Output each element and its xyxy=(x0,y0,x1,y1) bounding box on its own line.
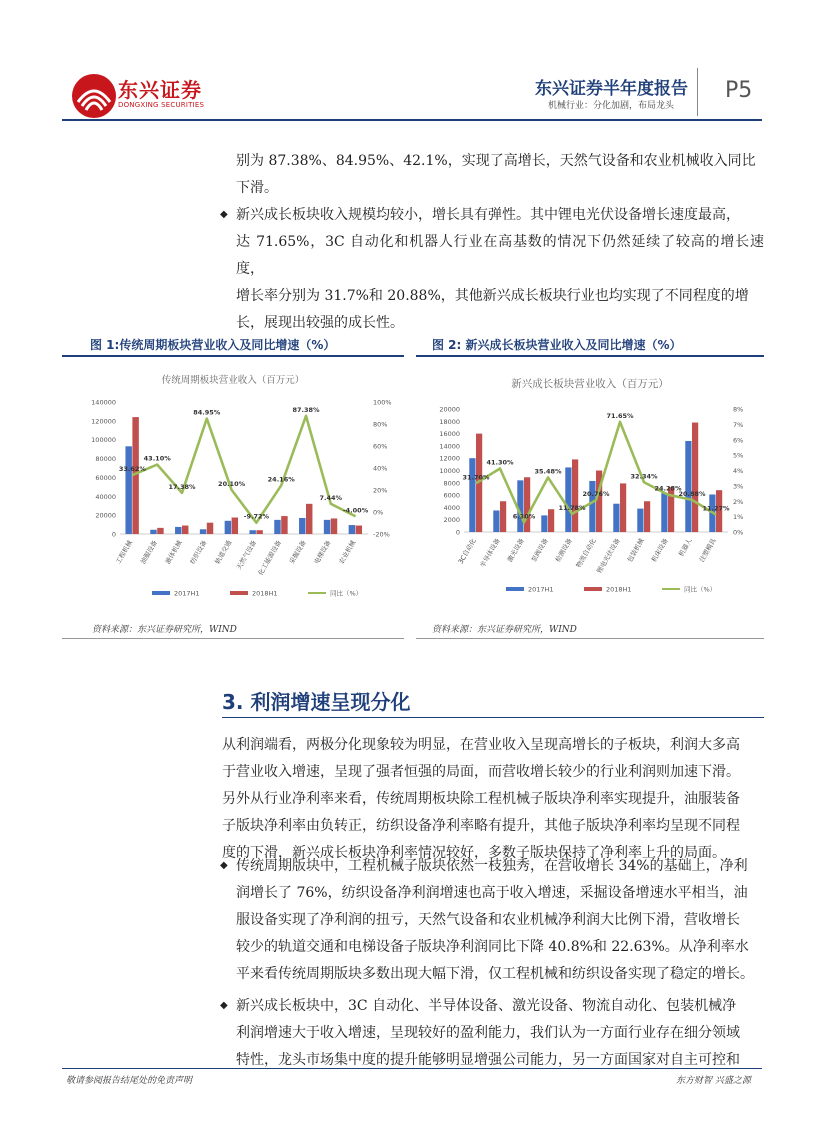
text-line: 利润增速大于收入增速，呈现较好的盈利能力，我们认为一方面行业存在细分领域 xyxy=(236,1025,740,1041)
x-tick-label: 3C自动化 xyxy=(456,537,478,566)
continued-paragraph xyxy=(236,148,764,202)
text-line: 从利润端看，两极分化现象较为明显，在营业收入呈现高增长的子板块，利润大多高 xyxy=(222,737,740,753)
data-label: 87.38% xyxy=(292,405,320,414)
legend-label: 同比（%） xyxy=(684,585,717,594)
y-tick-label: 100000 xyxy=(91,436,116,445)
header-divider xyxy=(697,68,698,116)
bar-2017H1-2 xyxy=(150,530,156,534)
bar-2018H1-7 xyxy=(281,516,287,534)
y-tick-label: 12000 xyxy=(439,454,460,463)
y-tick-label: 4000 xyxy=(443,503,460,512)
y2-tick-label: 0% xyxy=(373,508,384,517)
data-label: 20.88% xyxy=(678,489,706,498)
text-line: 平来看传统周期版块多数出现大幅下滑，仅工程机械和纺织设备实现了稳定的增长。 xyxy=(236,966,754,982)
x-tick-label: 天然气设备 xyxy=(234,539,259,572)
text-line: 润增长了 76%，纺织设备净利润增速也高于收入增速，采掘设备增速水平相当，油 xyxy=(236,885,748,901)
data-label: 20.76% xyxy=(582,490,610,499)
bullet-paragraph-emerging-profit xyxy=(236,993,764,1074)
data-label: 11.78% xyxy=(558,503,586,512)
text-line: 下滑。 xyxy=(236,180,278,196)
data-label: 11.27% xyxy=(702,504,730,513)
data-label: -4.00% xyxy=(342,506,369,515)
data-label: 33.62% xyxy=(118,465,146,474)
text-line: 于营业收入增速，呈现了强者恒强的局面，而营收增长较少的行业利润则加速下滑。 xyxy=(222,764,740,780)
data-label: 24.16% xyxy=(267,475,295,484)
bullet-diamond-icon: ◆ xyxy=(220,860,228,871)
y-tick-label: 6000 xyxy=(443,491,460,500)
y2-tick-label: 60% xyxy=(373,442,388,451)
y-tick-label: 140000 xyxy=(91,398,116,407)
y-tick-label: 20000 xyxy=(439,405,460,414)
x-tick-label: 纺织设备 xyxy=(188,539,209,566)
page-number: P5 xyxy=(725,78,753,103)
chart-title: 新兴成长板块营业收入（百万元） xyxy=(511,378,669,390)
x-tick-label: 电梯设备 xyxy=(312,539,333,566)
data-label: 71.65% xyxy=(606,411,634,420)
y2-tick-label: 80% xyxy=(373,420,388,429)
bar-2018H1-5 xyxy=(572,459,578,532)
section-rule xyxy=(222,717,764,718)
bullet-diamond-icon: ◆ xyxy=(220,1000,228,1011)
bar-2017H1-7 xyxy=(613,504,619,532)
x-tick-label: 激光设备 xyxy=(505,537,526,564)
x-tick-label: 锂电光伏设备 xyxy=(595,537,622,575)
footer-disclaimer: 敬请参阅报告结尾处的免责声明 xyxy=(66,1076,193,1086)
text-line: 另外从行业净利率来看，传统周期板块除工程机械子版块净利率实现提升，油服装备 xyxy=(222,791,740,807)
y2-tick-label: 6% xyxy=(733,436,744,445)
x-tick-label: 农业机械 xyxy=(337,539,358,566)
data-label: 7.44% xyxy=(319,493,343,502)
figure1-source: 资料来源：东兴证券研究所，WIND xyxy=(92,625,237,635)
dongxing-logo xyxy=(70,72,118,120)
x-tick-label: 注塑模具 xyxy=(697,537,718,564)
legend-label: 2017H1 xyxy=(528,585,554,594)
text-line: 增长率分别为 31.7%和 20.88%，其他新兴成长板块行业也均实现了不同程度的增 xyxy=(236,288,749,304)
report-subtitle: 机械行业：分化加剧，布局龙头 xyxy=(548,101,675,111)
y2-tick-label: 2% xyxy=(733,497,744,506)
data-label: -9.72% xyxy=(243,512,270,521)
section-title: 3. 利润增速呈现分化 xyxy=(222,690,411,714)
bar-2017H1-2 xyxy=(493,510,499,532)
bar-2018H1-2 xyxy=(157,528,163,534)
figure1-bottom-rule xyxy=(62,638,404,639)
y2-tick-label: 5% xyxy=(733,451,744,460)
x-tick-label: 工程机械 xyxy=(114,539,135,566)
bar-2017H1-3 xyxy=(175,527,181,534)
data-label: 84.95% xyxy=(193,408,221,417)
bar-2018H1-3 xyxy=(524,477,530,532)
data-label: 31.70% xyxy=(462,473,490,482)
data-label: 43.10% xyxy=(143,454,171,463)
bar-2018H1-3 xyxy=(182,526,188,534)
y-tick-label: 20000 xyxy=(95,511,116,520)
figure2-source: 资料来源：东兴证券研究所，WIND xyxy=(432,625,577,635)
bar-2017H1-6 xyxy=(589,481,595,532)
bar-2017H1-8 xyxy=(637,509,643,532)
legend-swatch-2018H1 xyxy=(230,591,248,595)
y2-tick-label: 8% xyxy=(733,405,744,414)
data-label: 24.28% xyxy=(654,484,682,493)
data-label: 20.10% xyxy=(218,479,246,488)
text-line: 特性，龙头市场集中度的提升能够明显增强公司能力，另一方面国家对自主可控和 xyxy=(236,1052,740,1068)
bar-2018H1-6 xyxy=(256,530,262,534)
text-line: 服设备实现了净利润的扭亏，天然气设备和农业机械净利润大比例下滑，营收增长 xyxy=(236,912,740,928)
figure1-rule xyxy=(62,355,404,357)
figure2-rule xyxy=(416,355,764,357)
footer-slogan: 东方财智 兴盛之源 xyxy=(676,1076,751,1086)
x-tick-label: 机床设备 xyxy=(649,537,670,564)
y-tick-label: 16000 xyxy=(439,430,460,439)
figure2-caption: 图 2: 新兴成长板块营业收入及同比增速（%） xyxy=(432,338,682,352)
y-tick-label: 0 xyxy=(455,528,460,537)
y-tick-label: 0 xyxy=(111,530,116,539)
x-tick-label: 化工能源设备 xyxy=(256,539,283,577)
x-tick-label: 包装机械 xyxy=(625,537,646,564)
bar-2018H1-9 xyxy=(331,518,337,534)
y2-tick-label: 100% xyxy=(373,398,392,407)
bar-2018H1-7 xyxy=(620,483,626,532)
y2-tick-label: 3% xyxy=(733,482,744,491)
legend-label: 2018H1 xyxy=(606,585,632,594)
bar-2017H1-7 xyxy=(274,520,280,534)
text-line: 较少的轨道交通和电梯设备子版块净利润同比下降 40.8%和 22.63%。从净利率水 xyxy=(236,939,749,955)
x-tick-label: 物流自动化 xyxy=(574,537,598,570)
y-tick-label: 40000 xyxy=(95,492,116,501)
bar-2018H1-5 xyxy=(232,518,238,535)
x-tick-label: 液体机械 xyxy=(163,539,184,566)
y-tick-label: 8000 xyxy=(443,479,460,488)
bar-2018H1-4 xyxy=(548,509,554,532)
bar-2017H1-5 xyxy=(225,521,231,534)
bar-2017H1-4 xyxy=(200,529,206,534)
y2-tick-label: 20% xyxy=(373,486,388,495)
figure2-bottom-rule xyxy=(416,638,764,639)
legend-swatch-2018H1 xyxy=(584,587,602,591)
footer-rule xyxy=(62,1068,762,1069)
chart-title: 传统周期板块营业收入（百万元） xyxy=(161,375,305,386)
y-tick-label: 2000 xyxy=(443,516,460,525)
bar-2018H1-4 xyxy=(207,523,213,534)
data-label: 17.38% xyxy=(168,482,196,491)
x-tick-label: 采掘设备 xyxy=(287,539,308,566)
bar-2017H1-10 xyxy=(685,441,691,532)
data-label: 6.30% xyxy=(512,512,536,521)
x-tick-label: 半导体设备 xyxy=(478,537,502,570)
y2-tick-label: 1% xyxy=(733,513,744,522)
y-tick-label: 14000 xyxy=(439,442,460,451)
y-tick-label: 120000 xyxy=(91,417,116,426)
bullet-paragraph-emerging xyxy=(236,202,764,337)
section-intro-paragraph xyxy=(222,732,764,867)
text-line: 达 71.65%，3C 自动化和机器人行业在高基数的情况下仍然延续了较高的增长速度， xyxy=(236,234,764,277)
x-tick-label: 泵阀设备 xyxy=(529,537,550,564)
y2-tick-label: 4% xyxy=(733,467,744,475)
x-tick-label: 油服设备 xyxy=(139,539,159,566)
data-label: 32.34% xyxy=(630,472,658,481)
text-line: 度的下滑，新兴成长板块净利率情况较好，多数子版块保持了净利率上升的局面。 xyxy=(222,845,726,861)
y2-tick-label: 0% xyxy=(733,528,744,537)
y2-tick-label: 7% xyxy=(733,420,744,429)
brand-name-cn: 东兴证券 xyxy=(118,78,202,102)
bar-2017H1-1 xyxy=(125,446,131,534)
text-line: 传统周期版块中，工程机械子版块依然一枝独秀，在营收增长 34%的基础上，净利 xyxy=(236,858,748,874)
y-tick-label: 80000 xyxy=(95,455,116,464)
legend-swatch-2017H1 xyxy=(506,587,524,591)
chart-traditional-cycle xyxy=(62,360,404,618)
brand-name-en: DONGXING SECURITIES xyxy=(118,101,205,109)
text-line: 长，展现出较强的成长性。 xyxy=(236,315,404,331)
legend-label: 同比（%） xyxy=(330,589,363,598)
y-tick-label: 18000 xyxy=(439,417,460,426)
bar-2018H1-8 xyxy=(644,501,650,532)
bullet-diamond-icon: ◆ xyxy=(220,209,228,220)
bar-2017H1-8 xyxy=(299,518,305,534)
growth-line xyxy=(132,416,355,523)
figure1-caption: 图 1:传统周期板块营业收入及同比增速（%） xyxy=(90,338,336,352)
bullet-paragraph-traditional xyxy=(236,853,764,988)
bar-2017H1-6 xyxy=(249,530,255,534)
bar-2017H1-9 xyxy=(661,493,667,532)
text-line: 别为 87.38%、84.95%、42.1%，实现了高增长，天然气设备和农业机械收入同比 xyxy=(236,153,756,169)
text-line: 新兴成长板块收入规模均较小，增长具有弹性。其中锂电光伏设备增长速度最高， xyxy=(236,207,740,223)
legend-label: 2017H1 xyxy=(174,589,200,598)
text-line: 新兴成长板块中，3C 自动化、半导体设备、激光设备、物流自动化、包装机械净 xyxy=(236,998,737,1014)
legend-swatch-2017H1 xyxy=(152,591,170,595)
x-tick-label: 轨道交通 xyxy=(213,539,234,566)
report-title: 东兴证券半年度报告 xyxy=(535,79,688,99)
chart-emerging-growth xyxy=(416,360,764,618)
y-tick-label: 10000 xyxy=(439,467,460,475)
bar-2017H1-1 xyxy=(469,458,475,532)
y2-tick-label: 40% xyxy=(373,464,388,473)
bar-2018H1-10 xyxy=(356,526,362,534)
data-label: 41.30% xyxy=(486,458,514,467)
y2-tick-label: -20% xyxy=(373,530,390,539)
bar-2018H1-2 xyxy=(500,501,506,532)
header-rule xyxy=(62,119,762,121)
bar-2018H1-10 xyxy=(692,423,698,532)
text-line: 子版块净利率由负转正，纺织设备净利率略有提升，其他子版块净利率均呈现不同程 xyxy=(222,818,740,834)
bar-2017H1-5 xyxy=(565,467,571,532)
bar-2017H1-9 xyxy=(324,520,330,534)
bar-2018H1-8 xyxy=(306,504,312,534)
bar-2017H1-4 xyxy=(541,515,547,532)
legend-label: 2018H1 xyxy=(252,589,278,598)
x-tick-label: 检测设备 xyxy=(553,537,574,564)
y-tick-label: 60000 xyxy=(95,473,116,482)
x-tick-label: 机器人 xyxy=(677,537,694,558)
data-label: 35.48% xyxy=(534,467,562,476)
bar-2017H1-10 xyxy=(349,525,355,534)
